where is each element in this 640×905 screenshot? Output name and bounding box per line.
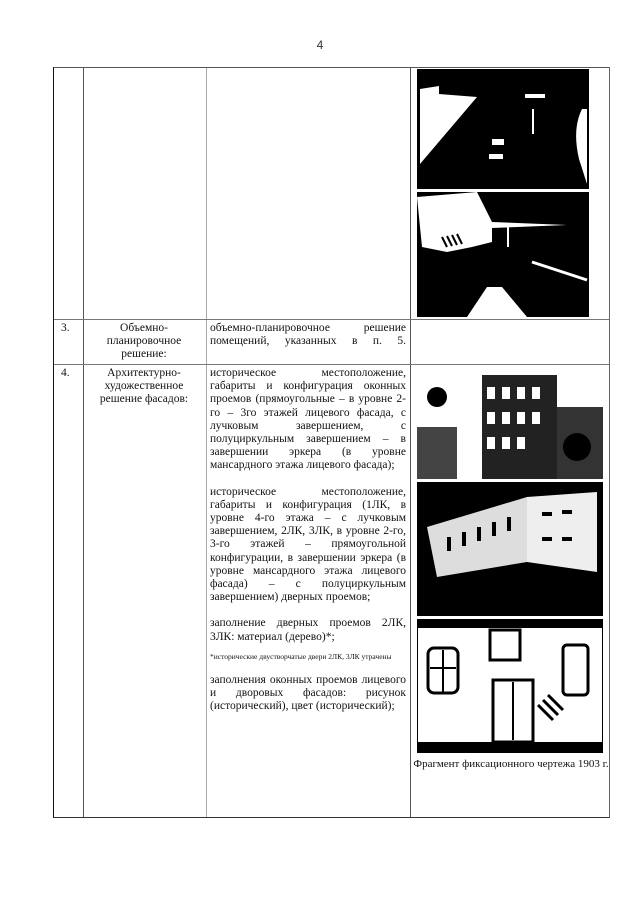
drawing-fragment [417, 619, 603, 753]
row-number: 4. [61, 367, 70, 379]
row-title: Объемно-планировочное решение: [106, 322, 182, 361]
heritage-table [53, 67, 610, 818]
footnote: *исторические двустворчатые двери 2ЛК, 3ЛК утрачены [210, 651, 392, 661]
column-divider [410, 68, 411, 817]
facade-photo-2 [417, 482, 603, 616]
description-paragraph: заполнение дверных проемов 2ЛК, 3ЛК: материал (дерево)*; [210, 617, 406, 643]
description-paragraph: заполнения оконных проемов лицевого и дворовых фасадов: рисунок (исторический), цвет (исторический); [210, 673, 406, 713]
row-description [210, 367, 406, 713]
image-caption: Фрагмент фиксационного чертежа 1903 г. [413, 758, 609, 770]
column-divider [206, 68, 207, 817]
interior-photo-1 [417, 69, 589, 189]
description-paragraph: объемно-планировочное решение помещений, указанных в п. 5. [210, 322, 406, 348]
facade-photo-1 [417, 367, 603, 479]
description-paragraph: историческое местоположение, габариты и конфигурация оконных проемов (прямоугольные – в уровне 2-го – 3го этажей лицевого фасада, с лучковым завершением, с полуциркульным завершением – в завершении эркера (в уровне мансардного этажа лицевого фасада); [210, 367, 406, 472]
row-description [210, 322, 406, 348]
description-paragraph: историческое местоположение, габариты и конфигурация (1ЛК, в уровне 4-го этажа – с лучковым завершением, 2ЛК, 3ЛК, в уровне 2-го, 3-го этажей – прямоугольной конфигурации, в завершении эркера (в уровне мансардного этажа лицевого фасада) – с полуциркульным завершением) дверных проемов; [210, 485, 406, 604]
page-number: 4 [316, 38, 324, 52]
row-title: Архитектурно-художественное решение фасадов: [99, 367, 189, 406]
interior-photo-2 [417, 192, 589, 317]
row-divider [54, 319, 609, 320]
row-divider [54, 364, 609, 365]
row-number: 3. [61, 322, 70, 334]
column-divider [83, 68, 84, 817]
